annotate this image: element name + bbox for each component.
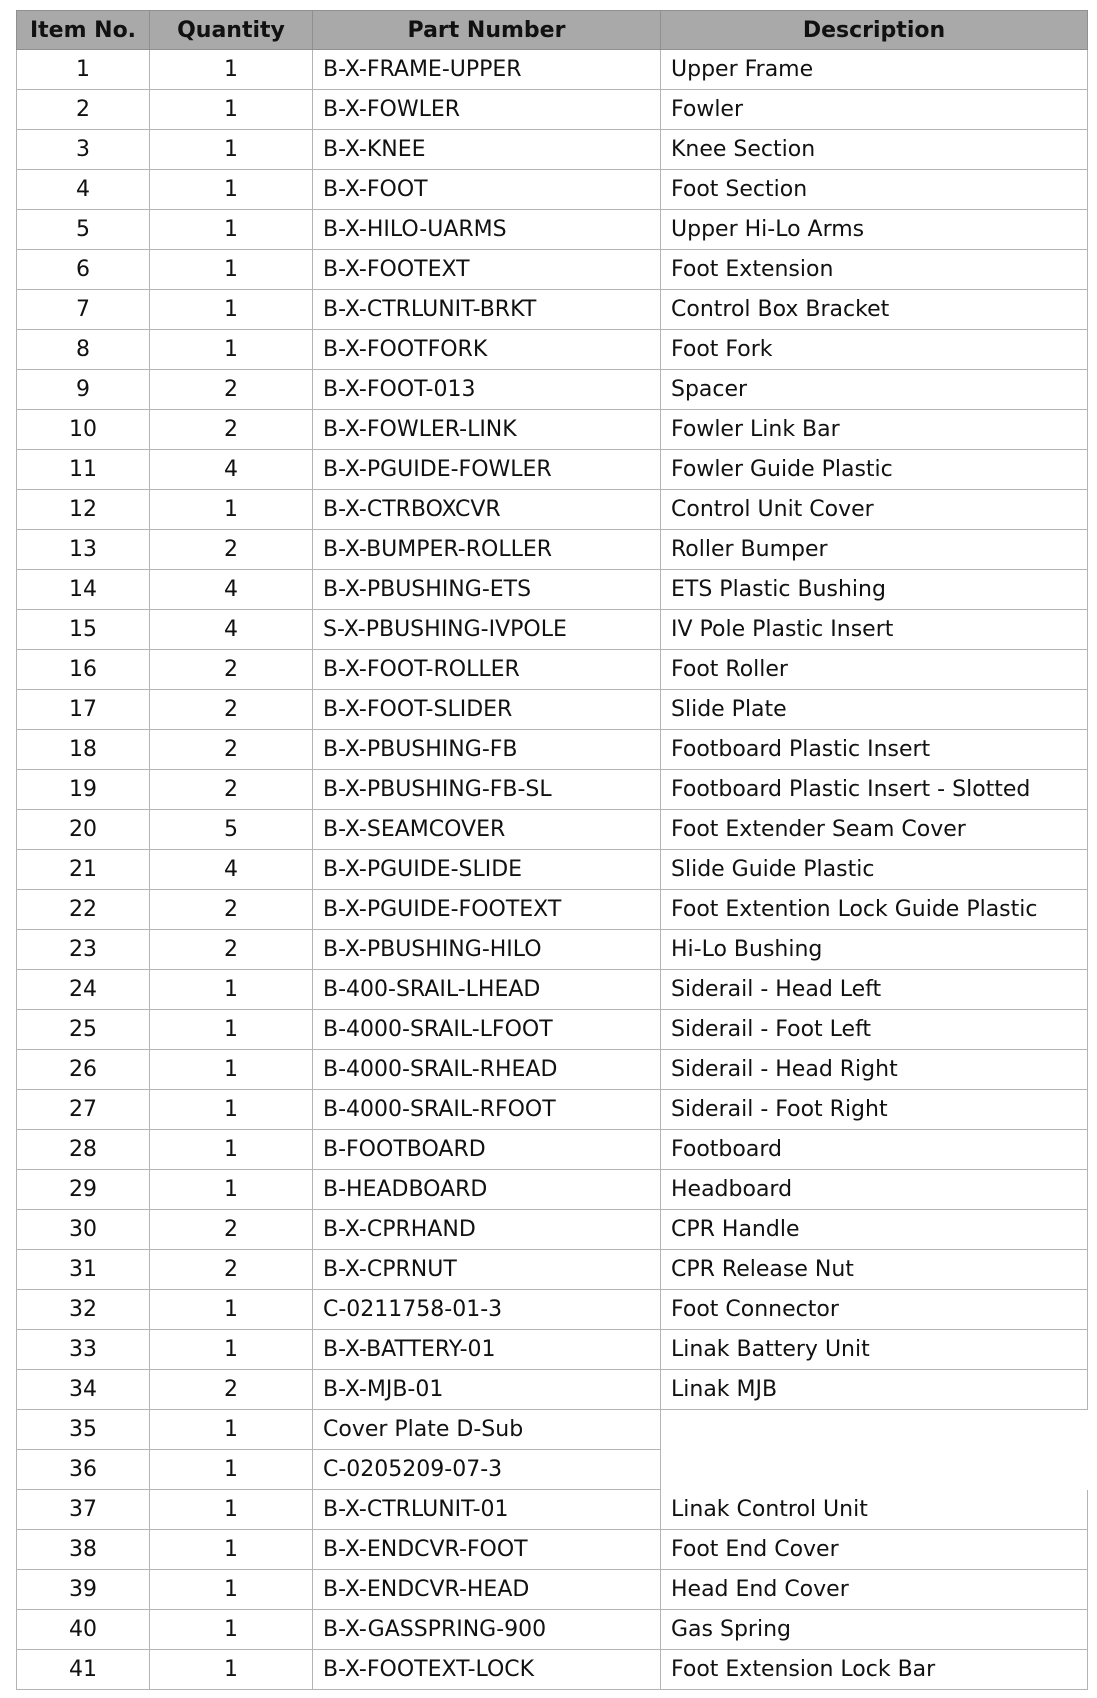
quantity-cell: 4 <box>150 450 313 490</box>
description-cell: Foot Extension <box>661 250 1088 290</box>
item-no-cell: 39 <box>16 1570 150 1610</box>
item-no-cell: 29 <box>16 1170 150 1210</box>
quantity-cell: 1 <box>150 1570 313 1610</box>
item-no-cell: 18 <box>16 730 150 770</box>
quantity-cell: 1 <box>150 1450 313 1490</box>
part-number-cell: B-X-KNEE <box>313 130 661 170</box>
description-cell: Siderail - Foot Left <box>661 1010 1088 1050</box>
description-cell: Siderail - Head Left <box>661 970 1088 1010</box>
part-number-cell: B-X-FOOT-ROLLER <box>313 650 661 690</box>
description-cell: Knee Section <box>661 130 1088 170</box>
description-cell: IV Pole Plastic Insert <box>661 610 1088 650</box>
quantity-cell: 1 <box>150 1050 313 1090</box>
table-row <box>16 890 1088 930</box>
table-row <box>16 1290 1088 1330</box>
quantity-cell: 1 <box>150 290 313 330</box>
quantity-cell: 1 <box>150 130 313 170</box>
item-no-cell: 12 <box>16 490 150 530</box>
description-cell: Foot Section <box>661 170 1088 210</box>
item-no-cell: 33 <box>16 1330 150 1370</box>
part-number-cell: B-X-CPRHAND <box>313 1210 661 1250</box>
table-row <box>16 1330 1088 1370</box>
description-cell: ETS Plastic Bushing <box>661 570 1088 610</box>
quantity-cell: 2 <box>150 770 313 810</box>
quantity-cell: 2 <box>150 1370 313 1410</box>
quantity-cell: 2 <box>150 690 313 730</box>
quantity-cell: 1 <box>150 210 313 250</box>
table-row <box>16 570 1088 610</box>
description-cell: Foot Fork <box>661 330 1088 370</box>
part-number-cell: B-X-FOOT-013 <box>313 370 661 410</box>
item-no-cell: 7 <box>16 290 150 330</box>
table-row <box>16 770 1088 810</box>
table-row <box>16 1370 1088 1410</box>
item-no-cell: 23 <box>16 930 150 970</box>
part-number-cell: B-X-CPRNUT <box>313 1250 661 1290</box>
part-number-cell: B-X-FRAME-UPPER <box>313 50 661 90</box>
quantity-cell: 2 <box>150 410 313 450</box>
item-no-cell: 14 <box>16 570 150 610</box>
item-no-cell: 21 <box>16 850 150 890</box>
item-no-cell: 20 <box>16 810 150 850</box>
quantity-cell: 4 <box>150 850 313 890</box>
table-row <box>16 1410 1088 1450</box>
item-no-cell: 38 <box>16 1530 150 1570</box>
quantity-cell: 2 <box>150 1210 313 1250</box>
part-number-cell: B-4000-SRAIL-RHEAD <box>313 1050 661 1090</box>
quantity-cell: 1 <box>150 90 313 130</box>
part-number-cell: B-X-FOOT-SLIDER <box>313 690 661 730</box>
part-number-cell: B-X-ENDCVR-HEAD <box>313 1570 661 1610</box>
quantity-cell: 2 <box>150 890 313 930</box>
quantity-cell: 2 <box>150 650 313 690</box>
quantity-cell: 4 <box>150 570 313 610</box>
table-row <box>16 690 1088 730</box>
item-no-cell: 13 <box>16 530 150 570</box>
table-row <box>16 1650 1088 1690</box>
part-number-cell: B-FOOTBOARD <box>313 1130 661 1170</box>
description-cell: Fowler Link Bar <box>661 410 1088 450</box>
part-number-cell: B-X-PBUSHING-FB <box>313 730 661 770</box>
table-row <box>16 650 1088 690</box>
part-number-cell: B-X-PGUIDE-FOOTEXT <box>313 890 661 930</box>
table-row <box>16 450 1088 490</box>
part-number-cell: C-0205209-07-3 <box>313 1450 661 1490</box>
item-no-cell: 5 <box>16 210 150 250</box>
part-number-cell: B-X-FOWLER-LINK <box>313 410 661 450</box>
table-row <box>16 1610 1088 1650</box>
description-cell: Footboard Plastic Insert <box>661 730 1088 770</box>
item-no-cell: 3 <box>16 130 150 170</box>
table-row <box>16 930 1088 970</box>
quantity-cell: 1 <box>150 490 313 530</box>
item-no-cell: 11 <box>16 450 150 490</box>
quantity-cell: 1 <box>150 50 313 90</box>
part-number-cell: C-0211758-01-3 <box>313 1290 661 1330</box>
quantity-cell: 5 <box>150 810 313 850</box>
quantity-cell: 1 <box>150 250 313 290</box>
table-row <box>16 90 1088 130</box>
item-no-cell: 25 <box>16 1010 150 1050</box>
quantity-cell: 2 <box>150 1250 313 1290</box>
table-row <box>16 1170 1088 1210</box>
description-cell: Foot Extension Lock Bar <box>661 1650 1088 1690</box>
item-no-cell: 22 <box>16 890 150 930</box>
description-cell: CPR Release Nut <box>661 1250 1088 1290</box>
table-row <box>16 1130 1088 1170</box>
table-row <box>16 530 1088 570</box>
quantity-cell: 1 <box>150 1610 313 1650</box>
description-cell: Linak Battery Unit <box>661 1330 1088 1370</box>
item-no-cell: 1 <box>16 50 150 90</box>
item-no-cell: 32 <box>16 1290 150 1330</box>
item-no-cell: 15 <box>16 610 150 650</box>
table-header-row <box>16 10 1088 50</box>
description-cell: Control Unit Cover <box>661 490 1088 530</box>
quantity-cell: 2 <box>150 730 313 770</box>
item-no-cell: 8 <box>16 330 150 370</box>
quantity-cell: 1 <box>150 970 313 1010</box>
part-number-cell: B-X-MJB-01 <box>313 1370 661 1410</box>
table-row <box>16 1050 1088 1090</box>
table-row <box>16 850 1088 890</box>
description-cell: Head End Cover <box>661 1570 1088 1610</box>
description-cell: CPR Handle <box>661 1210 1088 1250</box>
quantity-cell: 1 <box>150 170 313 210</box>
quantity-cell: 2 <box>150 530 313 570</box>
table-row <box>16 1210 1088 1250</box>
item-no-cell: 40 <box>16 1610 150 1650</box>
item-no-cell: 24 <box>16 970 150 1010</box>
description-cell: Fowler <box>661 90 1088 130</box>
description-cell: Roller Bumper <box>661 530 1088 570</box>
item-no-cell: 17 <box>16 690 150 730</box>
description-cell: Fowler Guide Plastic <box>661 450 1088 490</box>
description-cell: Siderail - Foot Right <box>661 1090 1088 1130</box>
item-no-cell: 9 <box>16 370 150 410</box>
quantity-cell: 1 <box>150 330 313 370</box>
item-no-cell: 34 <box>16 1370 150 1410</box>
quantity-cell: 2 <box>150 370 313 410</box>
description-cell: Footboard <box>661 1130 1088 1170</box>
quantity-cell: 1 <box>150 1410 313 1450</box>
table-row <box>16 610 1088 650</box>
part-number-cell: B-X-FOOT <box>313 170 661 210</box>
part-number-cell: B-X-HILO-UARMS <box>313 210 661 250</box>
item-no-cell: 2 <box>16 90 150 130</box>
description-cell <box>661 1450 1088 1490</box>
description-cell: Foot Connector <box>661 1290 1088 1330</box>
parts-list-table <box>16 10 1088 1690</box>
part-number-cell: B-X-ENDCVR-FOOT <box>313 1530 661 1570</box>
table-row <box>16 1570 1088 1610</box>
part-number-cell: B-X-FOWLER <box>313 90 661 130</box>
quantity-cell: 1 <box>150 1170 313 1210</box>
table-row <box>16 970 1088 1010</box>
part-number-cell: Cover Plate D-Sub <box>313 1410 661 1450</box>
quantity-cell: 1 <box>150 1130 313 1170</box>
quantity-cell: 1 <box>150 1010 313 1050</box>
table-row <box>16 1490 1088 1530</box>
quantity-cell: 1 <box>150 1530 313 1570</box>
part-number-cell: B-X-FOOTEXT <box>313 250 661 290</box>
header-description: Description <box>661 10 1088 50</box>
quantity-cell: 1 <box>150 1650 313 1690</box>
part-number-cell: B-X-PBUSHING-HILO <box>313 930 661 970</box>
header-item-no: Item No. <box>16 10 150 50</box>
item-no-cell: 19 <box>16 770 150 810</box>
part-number-cell: B-4000-SRAIL-LFOOT <box>313 1010 661 1050</box>
part-number-cell: B-X-FOOTEXT-LOCK <box>313 1650 661 1690</box>
part-number-cell: B-400-SRAIL-LHEAD <box>313 970 661 1010</box>
item-no-cell: 28 <box>16 1130 150 1170</box>
item-no-cell: 27 <box>16 1090 150 1130</box>
description-cell: Foot Roller <box>661 650 1088 690</box>
part-number-cell: B-X-CTRLUNIT-BRKT <box>313 290 661 330</box>
description-cell: Slide Guide Plastic <box>661 850 1088 890</box>
table-row <box>16 1090 1088 1130</box>
description-cell: Linak MJB <box>661 1370 1088 1410</box>
part-number-cell: B-X-PGUIDE-FOWLER <box>313 450 661 490</box>
description-cell: Upper Frame <box>661 50 1088 90</box>
part-number-cell: B-X-BATTERY-01 <box>313 1330 661 1370</box>
table-row <box>16 490 1088 530</box>
item-no-cell: 41 <box>16 1650 150 1690</box>
part-number-cell: S-X-PBUSHING-IVPOLE <box>313 610 661 650</box>
item-no-cell: 36 <box>16 1450 150 1490</box>
description-cell <box>661 1410 1088 1450</box>
description-cell: Hi-Lo Bushing <box>661 930 1088 970</box>
description-cell: Siderail - Head Right <box>661 1050 1088 1090</box>
table-row <box>16 1530 1088 1570</box>
item-no-cell: 10 <box>16 410 150 450</box>
item-no-cell: 4 <box>16 170 150 210</box>
quantity-cell: 4 <box>150 610 313 650</box>
table-row <box>16 50 1088 90</box>
description-cell: Gas Spring <box>661 1610 1088 1650</box>
description-cell: Linak Control Unit <box>661 1490 1088 1530</box>
part-number-cell: B-4000-SRAIL-RFOOT <box>313 1090 661 1130</box>
item-no-cell: 37 <box>16 1490 150 1530</box>
description-cell: Foot Extention Lock Guide Plastic <box>661 890 1088 930</box>
description-cell: Upper Hi-Lo Arms <box>661 210 1088 250</box>
item-no-cell: 26 <box>16 1050 150 1090</box>
part-number-cell: B-X-GASSPRING-900 <box>313 1610 661 1650</box>
part-number-cell: B-X-SEAMCOVER <box>313 810 661 850</box>
quantity-cell: 2 <box>150 930 313 970</box>
part-number-cell: B-X-CTRLUNIT-01 <box>313 1490 661 1530</box>
item-no-cell: 31 <box>16 1250 150 1290</box>
table-row <box>16 730 1088 770</box>
part-number-cell: B-HEADBOARD <box>313 1170 661 1210</box>
table-body <box>16 50 1088 1690</box>
quantity-cell: 1 <box>150 1330 313 1370</box>
description-cell: Control Box Bracket <box>661 290 1088 330</box>
description-cell: Foot Extender Seam Cover <box>661 810 1088 850</box>
item-no-cell: 30 <box>16 1210 150 1250</box>
header-quantity: Quantity <box>150 10 313 50</box>
part-number-cell: B-X-PBUSHING-ETS <box>313 570 661 610</box>
part-number-cell: B-X-CTRBOXCVR <box>313 490 661 530</box>
item-no-cell: 6 <box>16 250 150 290</box>
table-row <box>16 250 1088 290</box>
table-row <box>16 370 1088 410</box>
quantity-cell: 1 <box>150 1490 313 1530</box>
part-number-cell: B-X-PGUIDE-SLIDE <box>313 850 661 890</box>
item-no-cell: 35 <box>16 1410 150 1450</box>
quantity-cell: 1 <box>150 1290 313 1330</box>
description-cell: Slide Plate <box>661 690 1088 730</box>
table-row <box>16 330 1088 370</box>
quantity-cell: 1 <box>150 1090 313 1130</box>
part-number-cell: B-X-FOOTFORK <box>313 330 661 370</box>
table-row <box>16 1450 1088 1490</box>
table-row <box>16 410 1088 450</box>
table-row <box>16 170 1088 210</box>
table-row <box>16 210 1088 250</box>
table-row <box>16 1250 1088 1290</box>
description-cell: Foot End Cover <box>661 1530 1088 1570</box>
part-number-cell: B-X-BUMPER-ROLLER <box>313 530 661 570</box>
part-number-cell: B-X-PBUSHING-FB-SL <box>313 770 661 810</box>
description-cell: Spacer <box>661 370 1088 410</box>
table-row <box>16 1010 1088 1050</box>
table-row <box>16 290 1088 330</box>
table-row <box>16 130 1088 170</box>
table-row <box>16 810 1088 850</box>
description-cell: Headboard <box>661 1170 1088 1210</box>
description-cell: Footboard Plastic Insert - Slotted <box>661 770 1088 810</box>
header-part-number: Part Number <box>313 10 661 50</box>
item-no-cell: 16 <box>16 650 150 690</box>
